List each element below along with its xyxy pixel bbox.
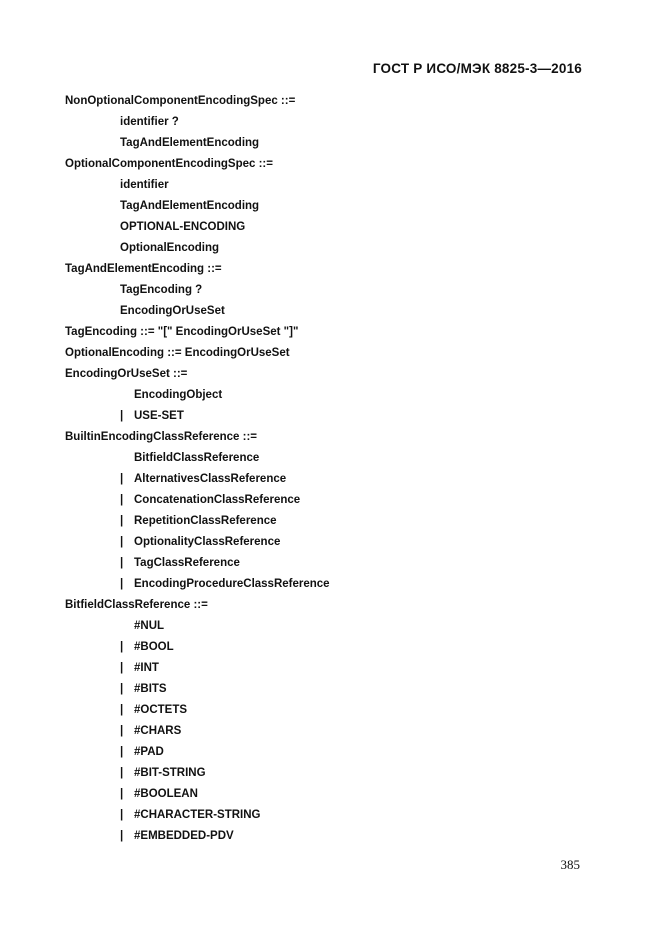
production-heading [65,364,605,385]
production-item [65,448,605,469]
alternative-bar: | [120,515,124,527]
production-item [65,553,605,574]
production-item [65,280,605,301]
alternative-bar: | [120,410,124,422]
alternative-bar: | [120,683,124,695]
alternative-bar: | [120,725,124,737]
production-item [65,511,605,532]
production-heading [65,322,605,343]
production-text: OptionalEncoding [120,242,220,254]
production-item [65,574,605,595]
production-item [65,826,605,847]
production-text: EncodingObject [134,389,223,401]
production-text: #OCTETS [134,704,188,716]
production-text: TagAndElementEncoding [120,137,260,149]
production-text: #BOOL [134,641,174,653]
alternative-bar: | [120,746,124,758]
alternative-bar: | [120,641,124,653]
production-text: BitfieldClassReference ::= [65,599,208,611]
production-item [65,406,605,427]
production-item [65,196,605,217]
alternative-bar: | [120,767,124,779]
alternative-bar: | [120,578,124,590]
production-item [65,637,605,658]
production-item [65,217,605,238]
production-text: identifier ? [120,116,179,128]
production-item [65,784,605,805]
production-item [65,721,605,742]
alternative-bar: | [120,830,124,842]
production-text: TagAndElementEncoding [120,200,260,212]
production-text: TagEncoding ? [120,284,203,296]
production-item [65,763,605,784]
production-item [65,238,605,259]
alternative-bar: | [120,788,124,800]
production-heading [65,91,605,112]
production-item [65,469,605,490]
production-text: OptionalityClassReference [134,536,281,548]
production-text: EncodingOrUseSet [120,305,225,317]
production-item [65,385,605,406]
production-text: #INT [134,662,159,674]
production-heading [65,154,605,175]
production-item [65,679,605,700]
alternative-bar: | [120,704,124,716]
production-text: #CHARACTER-STRING [134,809,261,821]
production-text: OptionalComponentEncodingSpec ::= [65,158,273,170]
production-text: EncodingOrUseSet ::= [65,368,188,380]
grammar-listing [65,91,605,847]
production-item [65,700,605,721]
production-item [65,133,605,154]
production-heading [65,595,605,616]
production-text: #BITS [134,683,167,695]
production-text: RepetitionClassReference [134,515,277,527]
production-text: USE-SET [134,410,184,422]
alternative-bar: | [120,557,124,569]
alternative-bar: | [120,473,124,485]
production-text: #EMBEDDED-PDV [134,830,234,842]
production-text: #NUL [134,620,165,632]
production-item [65,175,605,196]
production-item [65,805,605,826]
alternative-bar: | [120,809,124,821]
page-number: 385 [560,857,580,872]
production-heading [65,343,605,364]
production-text: TagClassReference [134,557,240,569]
production-text: OptionalEncoding ::= EncodingOrUseSet [65,347,290,359]
production-text: NonOptionalComponentEncodingSpec ::= [65,95,296,107]
production-text: identifier [120,179,169,191]
production-text: #BIT-STRING [134,767,206,779]
production-text: #PAD [134,746,164,758]
production-text: EncodingProcedureClassReference [134,578,330,590]
production-text: #BOOLEAN [134,788,198,800]
production-item [65,112,605,133]
production-text: OPTIONAL-ENCODING [120,221,246,233]
production-text: AlternativesClassReference [134,473,287,485]
alternative-bar: | [120,536,124,548]
production-text: BuiltinEncodingClassReference ::= [65,431,258,443]
production-text: TagAndElementEncoding ::= [65,263,222,275]
production-item [65,301,605,322]
production-text: #CHARS [134,725,182,737]
production-item [65,532,605,553]
production-item [65,490,605,511]
production-item [65,658,605,679]
production-text: TagEncoding ::= "[" EncodingOrUseSet "]" [65,326,299,338]
production-heading [65,259,605,280]
production-text: ConcatenationClassReference [134,494,301,506]
production-text: BitfieldClassReference [134,452,260,464]
production-heading [65,427,605,448]
production-item [65,616,605,637]
alternative-bar: | [120,662,124,674]
document-header: ГОСТ Р ИСО/МЭК 8825-3—2016 [372,61,582,76]
alternative-bar: | [120,494,124,506]
production-item [65,742,605,763]
